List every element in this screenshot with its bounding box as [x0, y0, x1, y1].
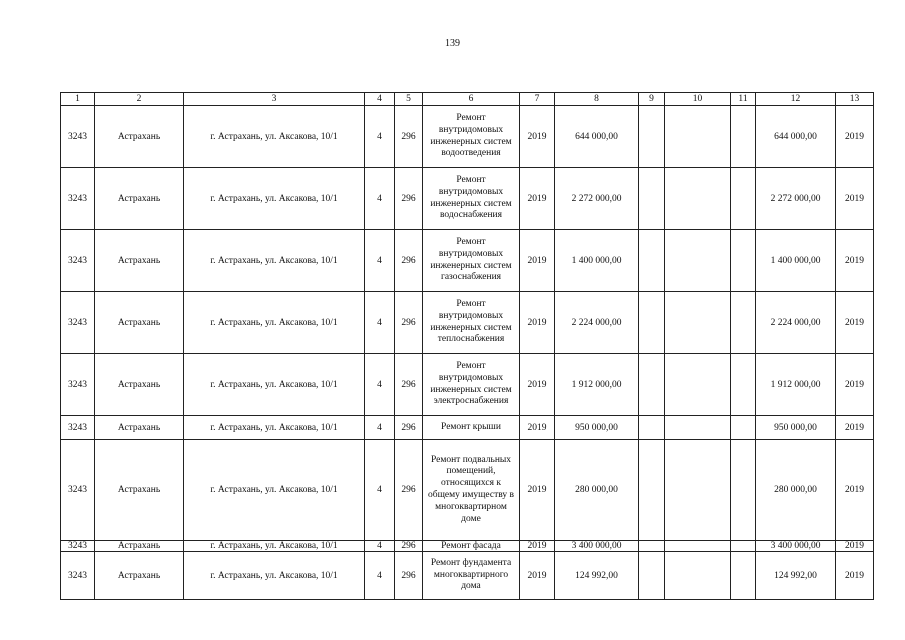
- cell-cost: 124 992,00: [555, 552, 639, 600]
- cell-col-9: [639, 168, 665, 230]
- cell-col-5: 296: [395, 354, 423, 416]
- cell-col-5: 296: [395, 440, 423, 541]
- cell-col-11: [731, 416, 756, 440]
- cell-total: 950 000,00: [756, 416, 836, 440]
- column-header-3: 3: [184, 93, 365, 106]
- cell-col-5: 296: [395, 106, 423, 168]
- table-row: [61, 292, 874, 354]
- cell-city: Астрахань: [95, 168, 184, 230]
- cell-total: 644 000,00: [756, 106, 836, 168]
- cell-end-year: 2019: [836, 106, 874, 168]
- cell-cost: 644 000,00: [555, 106, 639, 168]
- cell-address: г. Астрахань, ул. Аксакова, 10/1: [184, 552, 365, 600]
- cell-col-5: 296: [395, 168, 423, 230]
- cell-col-4: 4: [365, 541, 395, 552]
- cell-col-9: [639, 106, 665, 168]
- cell-house-id: 3243: [61, 230, 95, 292]
- cell-address: г. Астрахань, ул. Аксакова, 10/1: [184, 106, 365, 168]
- column-header-1: 1: [61, 93, 95, 106]
- cell-cost: 2 272 000,00: [555, 168, 639, 230]
- cell-col-4: 4: [365, 292, 395, 354]
- cell-col-10: [665, 230, 731, 292]
- table-row: [61, 416, 874, 440]
- cell-house-id: 3243: [61, 292, 95, 354]
- repair-registry-table: [60, 92, 874, 600]
- cell-total: 2 272 000,00: [756, 168, 836, 230]
- cell-work-type: Ремонт подвальных помещений, относящихся к общему имуществу в многоквартирном доме: [423, 440, 520, 541]
- cell-col-4: 4: [365, 230, 395, 292]
- cell-cost: 280 000,00: [555, 440, 639, 541]
- cell-col-4: 4: [365, 552, 395, 600]
- cell-city: Астрахань: [95, 106, 184, 168]
- cell-col-4: 4: [365, 168, 395, 230]
- cell-city: Астрахань: [95, 230, 184, 292]
- cell-col-4: 4: [365, 440, 395, 541]
- cell-year: 2019: [520, 106, 555, 168]
- column-header-9: 9: [639, 93, 665, 106]
- page-number: 139: [445, 38, 460, 49]
- column-header-12: 12: [756, 93, 836, 106]
- cell-city: Астрахань: [95, 416, 184, 440]
- cell-col-5: 296: [395, 292, 423, 354]
- cell-year: 2019: [520, 292, 555, 354]
- column-header-4: 4: [365, 93, 395, 106]
- cell-year: 2019: [520, 354, 555, 416]
- cell-work-type: Ремонт крыши: [423, 416, 520, 440]
- cell-year: 2019: [520, 416, 555, 440]
- column-header-2: 2: [95, 93, 184, 106]
- cell-house-id: 3243: [61, 552, 95, 600]
- cell-col-9: [639, 416, 665, 440]
- cell-address: г. Астрахань, ул. Аксакова, 10/1: [184, 168, 365, 230]
- cell-year: 2019: [520, 541, 555, 552]
- cell-end-year: 2019: [836, 230, 874, 292]
- column-header-11: 11: [731, 93, 756, 106]
- cell-work-type: Ремонт внутридомовых инженерных систем теплоснабжения: [423, 292, 520, 354]
- cell-house-id: 3243: [61, 354, 95, 416]
- column-header-8: 8: [555, 93, 639, 106]
- cell-address: г. Астрахань, ул. Аксакова, 10/1: [184, 416, 365, 440]
- cell-city: Астрахань: [95, 541, 184, 552]
- cell-work-type: Ремонт внутридомовых инженерных систем водоотведения: [423, 106, 520, 168]
- cell-col-9: [639, 440, 665, 541]
- cell-col-5: 296: [395, 541, 423, 552]
- cell-col-9: [639, 552, 665, 600]
- cell-work-type: Ремонт фасада: [423, 541, 520, 552]
- cell-col-4: 4: [365, 416, 395, 440]
- cell-col-11: [731, 168, 756, 230]
- cell-year: 2019: [520, 230, 555, 292]
- cell-col-10: [665, 292, 731, 354]
- table-row: [61, 552, 874, 600]
- cell-col-10: [665, 440, 731, 541]
- cell-cost: 1 912 000,00: [555, 354, 639, 416]
- cell-end-year: 2019: [836, 541, 874, 552]
- header-row: [61, 93, 874, 106]
- cell-col-10: [665, 552, 731, 600]
- cell-city: Астрахань: [95, 552, 184, 600]
- cell-year: 2019: [520, 440, 555, 541]
- cell-cost: 950 000,00: [555, 416, 639, 440]
- cell-col-10: [665, 354, 731, 416]
- cell-col-11: [731, 230, 756, 292]
- cell-col-11: [731, 552, 756, 600]
- cell-total: 1 912 000,00: [756, 354, 836, 416]
- cell-end-year: 2019: [836, 416, 874, 440]
- cell-col-11: [731, 440, 756, 541]
- column-header-13: 13: [836, 93, 874, 106]
- cell-address: г. Астрахань, ул. Аксакова, 10/1: [184, 440, 365, 541]
- table-row: [61, 440, 874, 541]
- cell-house-id: 3243: [61, 106, 95, 168]
- cell-col-9: [639, 292, 665, 354]
- column-header-6: 6: [423, 93, 520, 106]
- table-row: [61, 354, 874, 416]
- cell-end-year: 2019: [836, 354, 874, 416]
- cell-work-type: Ремонт внутридомовых инженерных систем газоснабжения: [423, 230, 520, 292]
- cell-total: 124 992,00: [756, 552, 836, 600]
- cell-year: 2019: [520, 552, 555, 600]
- cell-col-5: 296: [395, 552, 423, 600]
- cell-col-11: [731, 354, 756, 416]
- cell-end-year: 2019: [836, 292, 874, 354]
- cell-work-type: Ремонт внутридомовых инженерных систем водоснабжения: [423, 168, 520, 230]
- cell-col-4: 4: [365, 354, 395, 416]
- cell-address: г. Астрахань, ул. Аксакова, 10/1: [184, 541, 365, 552]
- cell-col-10: [665, 416, 731, 440]
- cell-total: 3 400 000,00: [756, 541, 836, 552]
- column-header-10: 10: [665, 93, 731, 106]
- cell-cost: 2 224 000,00: [555, 292, 639, 354]
- cell-total: 1 400 000,00: [756, 230, 836, 292]
- column-header-5: 5: [395, 93, 423, 106]
- cell-cost: 1 400 000,00: [555, 230, 639, 292]
- cell-work-type: Ремонт внутридомовых инженерных систем электроснабжения: [423, 354, 520, 416]
- cell-col-4: 4: [365, 106, 395, 168]
- cell-end-year: 2019: [836, 168, 874, 230]
- cell-house-id: 3243: [61, 440, 95, 541]
- cell-end-year: 2019: [836, 440, 874, 541]
- table-row: [61, 168, 874, 230]
- cell-col-9: [639, 230, 665, 292]
- table-header: [61, 93, 874, 106]
- cell-col-11: [731, 292, 756, 354]
- cell-col-11: [731, 106, 756, 168]
- cell-year: 2019: [520, 168, 555, 230]
- cell-col-5: 296: [395, 230, 423, 292]
- cell-city: Астрахань: [95, 292, 184, 354]
- cell-address: г. Астрахань, ул. Аксакова, 10/1: [184, 292, 365, 354]
- cell-col-9: [639, 354, 665, 416]
- cell-address: г. Астрахань, ул. Аксакова, 10/1: [184, 230, 365, 292]
- table-row: [61, 230, 874, 292]
- cell-address: г. Астрахань, ул. Аксакова, 10/1: [184, 354, 365, 416]
- column-header-7: 7: [520, 93, 555, 106]
- cell-city: Астрахань: [95, 354, 184, 416]
- table-row: [61, 106, 874, 168]
- cell-total: 280 000,00: [756, 440, 836, 541]
- table-row: [61, 541, 874, 552]
- cell-end-year: 2019: [836, 552, 874, 600]
- cell-house-id: 3243: [61, 416, 95, 440]
- table-body: [61, 106, 874, 600]
- cell-col-5: 296: [395, 416, 423, 440]
- cell-col-9: [639, 541, 665, 552]
- cell-total: 2 224 000,00: [756, 292, 836, 354]
- cell-house-id: 3243: [61, 168, 95, 230]
- cell-col-10: [665, 541, 731, 552]
- cell-cost: 3 400 000,00: [555, 541, 639, 552]
- cell-col-10: [665, 106, 731, 168]
- cell-col-10: [665, 168, 731, 230]
- cell-house-id: 3243: [61, 541, 95, 552]
- cell-city: Астрахань: [95, 440, 184, 541]
- cell-col-11: [731, 541, 756, 552]
- cell-work-type: Ремонт фундамента многоквартирного дома: [423, 552, 520, 600]
